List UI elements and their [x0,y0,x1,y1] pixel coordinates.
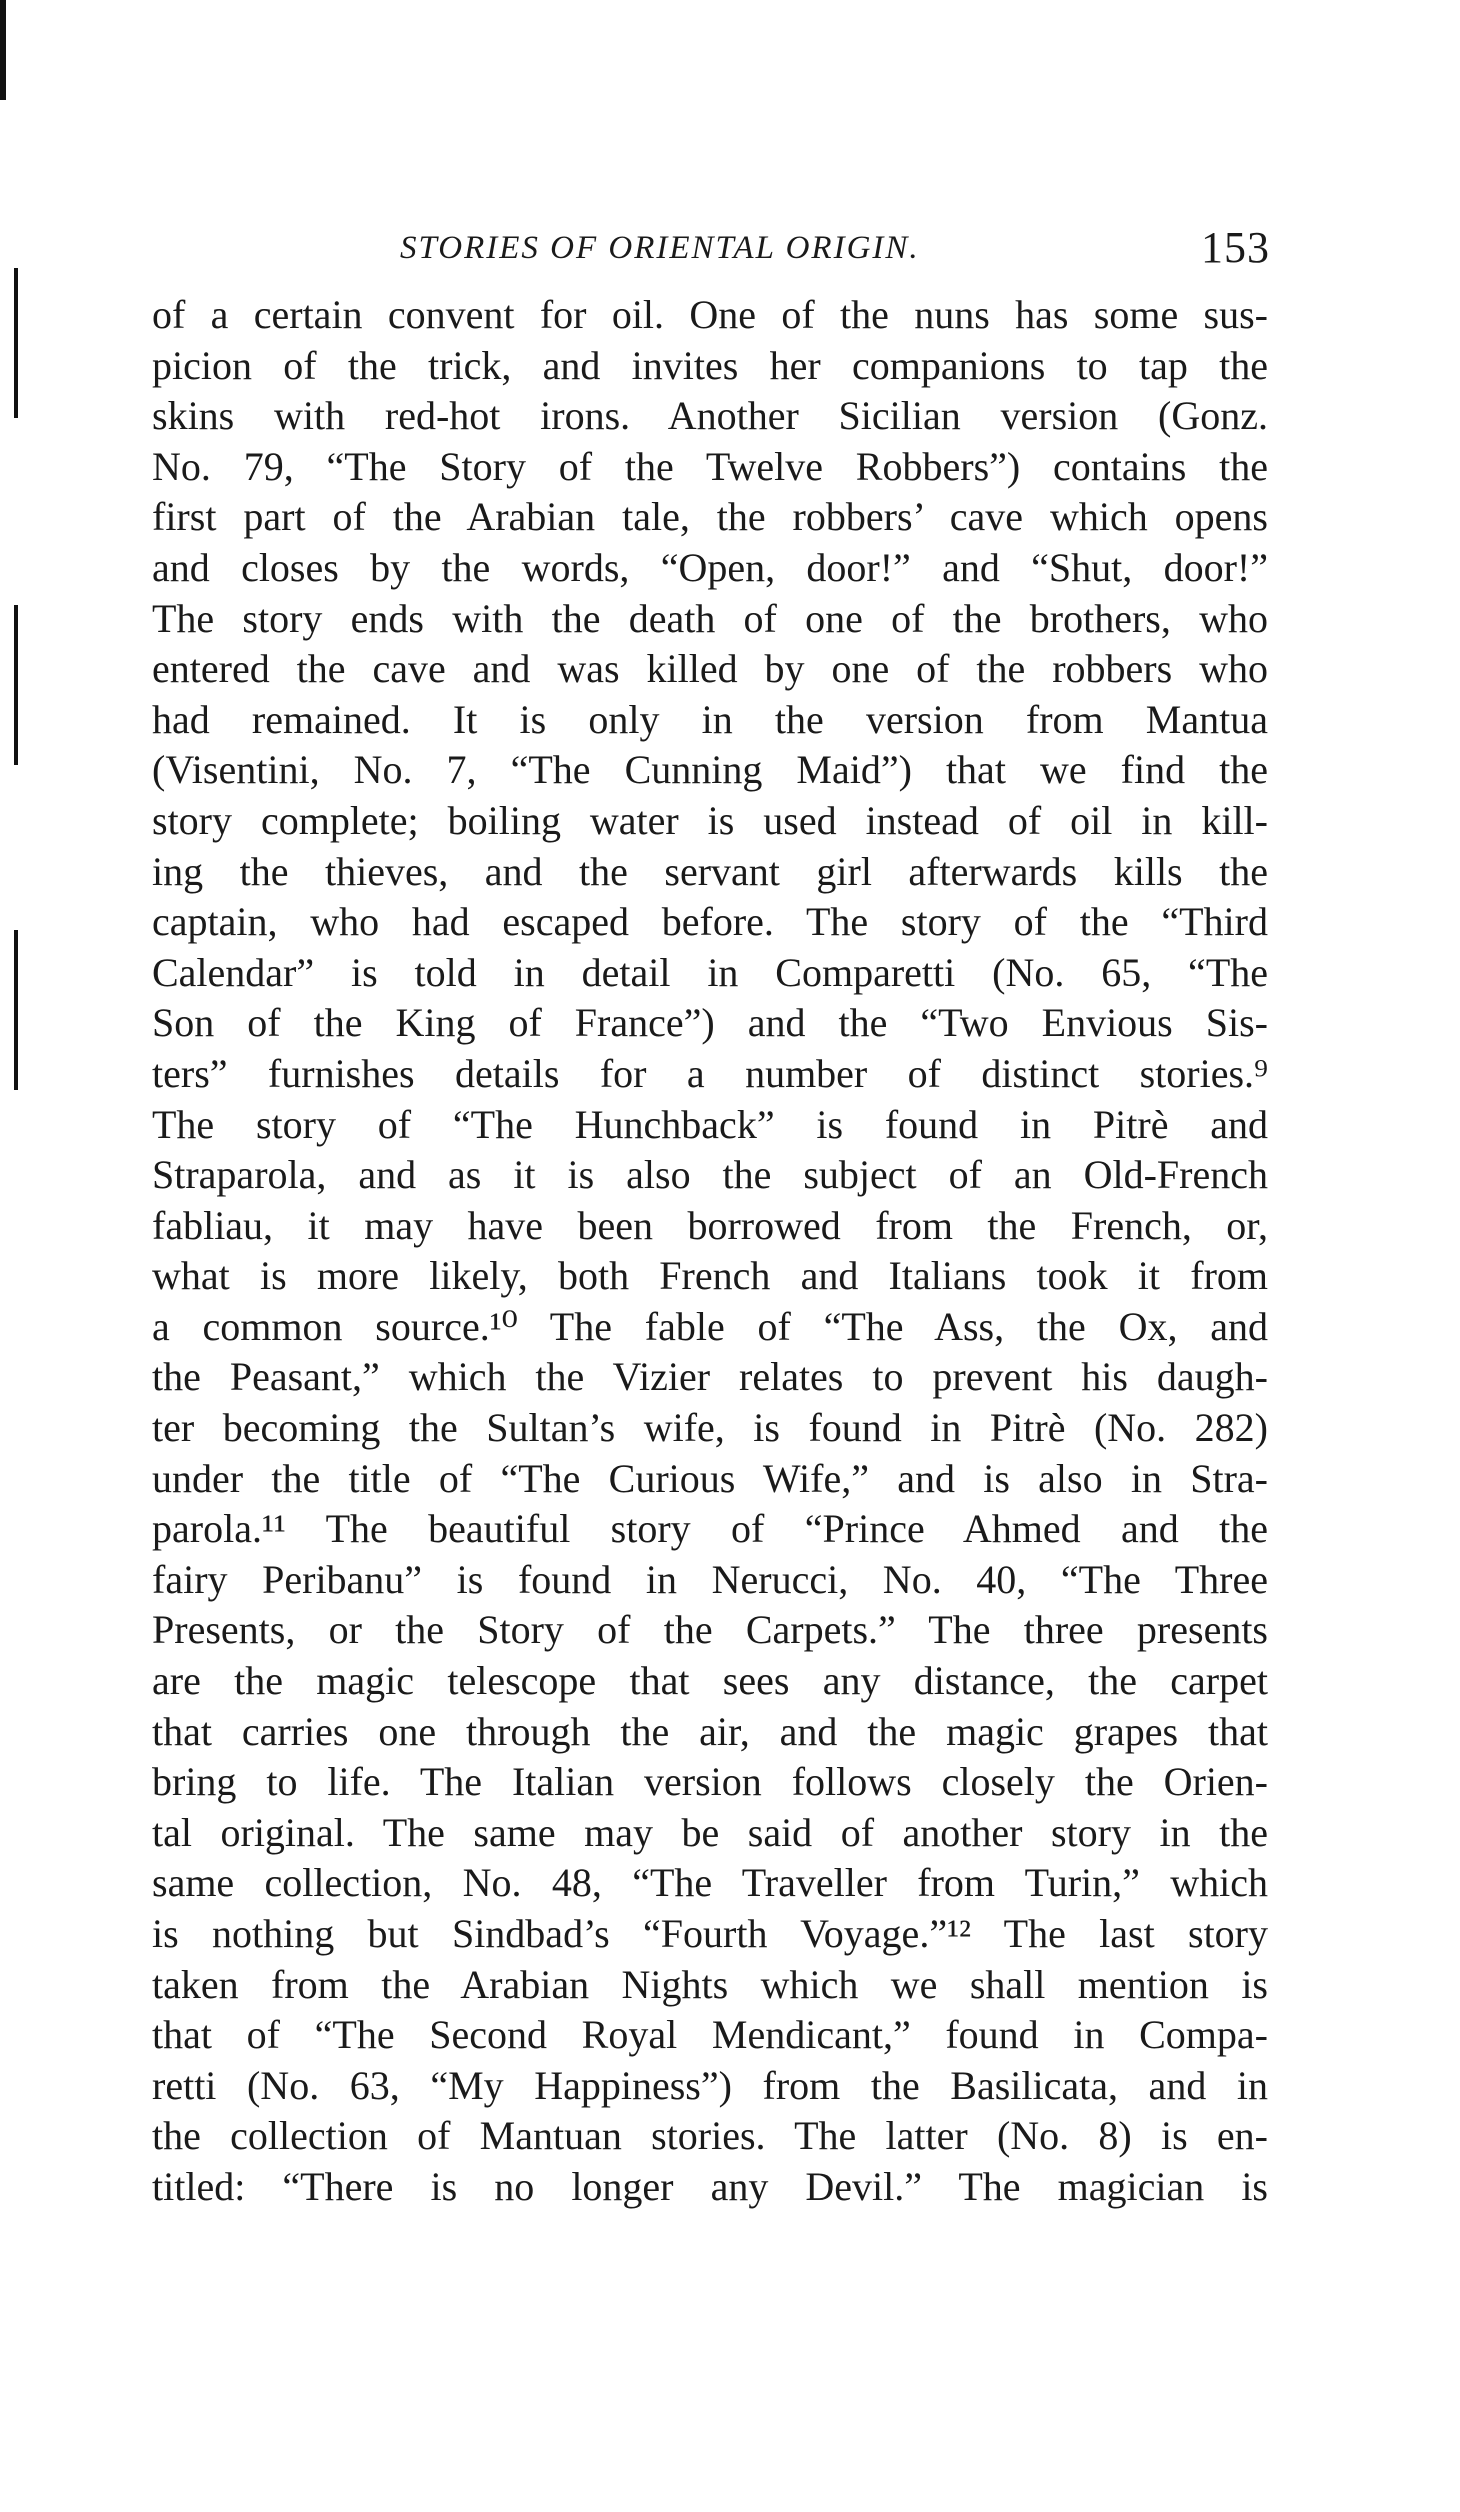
text-line: No. 79, “The Story of the Twelve Robbers”) contains the [152,443,1268,489]
text-line: taken from the Arabian Nights which we shall mention is [152,1961,1268,2007]
scan-edge-mark [14,930,18,1090]
text-line: had remained. It is only in the version from Mantua [152,696,1268,742]
text-line: that carries one through the air, and the magic grapes that [152,1708,1268,1754]
text-line: is nothing but Sindbad’s “Fourth Voyage.”¹² The last story [152,1911,1268,1956]
text-line: and closes by the words, “Open, door!” and “Shut, door!” [152,544,1268,590]
text-line: The story ends with the death of one of the brothers, who [152,595,1268,641]
text-line: the Peasant,” which the Vizier relates to prevent his daugh- [152,1354,1268,1400]
text-line: Son of the King of France”) and the “Two Envious Sis- [152,1000,1268,1046]
text-line: under the title of “The Curious Wife,” and is also in Stra- [152,1455,1268,1501]
text-line: ing the thieves, and the servant girl afterwards kills the [152,848,1268,894]
scan-edge-mark [0,0,6,100]
text-line: first part of the Arabian tale, the robbers’ cave which opens [152,494,1268,540]
text-line: what is more likely, both French and Italians took it from [152,1253,1268,1299]
scan-edge-mark [14,605,18,765]
text-line: Presents, or the Story of the Carpets.” The three presents [152,1607,1268,1653]
text-line: fairy Peribanu” is found in Nerucci, No. 40, “The Three [152,1556,1268,1602]
text-line: ter becoming the Sultan’s wife, is found in Pitrè (No. 282) [152,1405,1268,1451]
text-line: that of “The Second Royal Mendicant,” found in Compa- [152,2012,1268,2058]
text-line: of a certain convent for oil. One of the nuns has some sus- [152,292,1268,337]
text-line: ters” furnishes details for a number of distinct stories.⁹ [152,1050,1268,1096]
text-line: titled: “There is no longer any Devil.” The magician is [152,2163,1268,2209]
text-line: fabliau, it may have been borrowed from the French, or, [152,1202,1268,1248]
text-line: skins with red-hot irons. Another Sicilian version (Gonz. [152,393,1268,439]
text-line: parola.¹¹ The beautiful story of “Prince Ahmed and the [152,1506,1268,1552]
running-title: STORIES OF ORIENTAL ORIGIN. [400,230,920,266]
text-line: the collection of Mantuan stories. The latter (No. 8) is en- [152,2113,1268,2159]
body-text [152,290,1268,2213]
page-header [150,222,1270,282]
text-line: captain, who had escaped before. The story of the “Third [152,899,1268,945]
scan-edge-mark [14,268,18,418]
text-line: Straparola, and as it is also the subject of an Old-French [152,1152,1268,1198]
text-line: picion of the trick, and invites her companions to tap the [152,342,1268,388]
text-line: story complete; boiling water is used instead of oil in kill- [152,797,1268,843]
text-line: The story of “The Hunchback” is found in Pitrè and [152,1101,1268,1147]
text-line: Calendar” is told in detail in Comparetti (No. 65, “The [152,949,1268,995]
text-line: same collection, No. 48, “The Traveller from Turin,” which [152,1860,1268,1906]
page-number: 153 [1201,223,1270,272]
text-line: (Visentini, No. 7, “The Cunning Maid”) that we find the [152,747,1268,793]
text-line: tal original. The same may be said of another story in the [152,1809,1268,1855]
text-line: entered the cave and was killed by one of the robbers who [152,646,1268,692]
text-line: a common source.¹⁰ The fable of “The Ass, the Ox, and [152,1303,1268,1349]
text-line: are the magic telescope that sees any distance, the carpet [152,1658,1268,1704]
text-line: bring to life. The Italian version follows closely the Orien- [152,1759,1268,1805]
text-line: retti (No. 63, “My Happiness”) from the Basilicata, and in [152,2062,1268,2108]
